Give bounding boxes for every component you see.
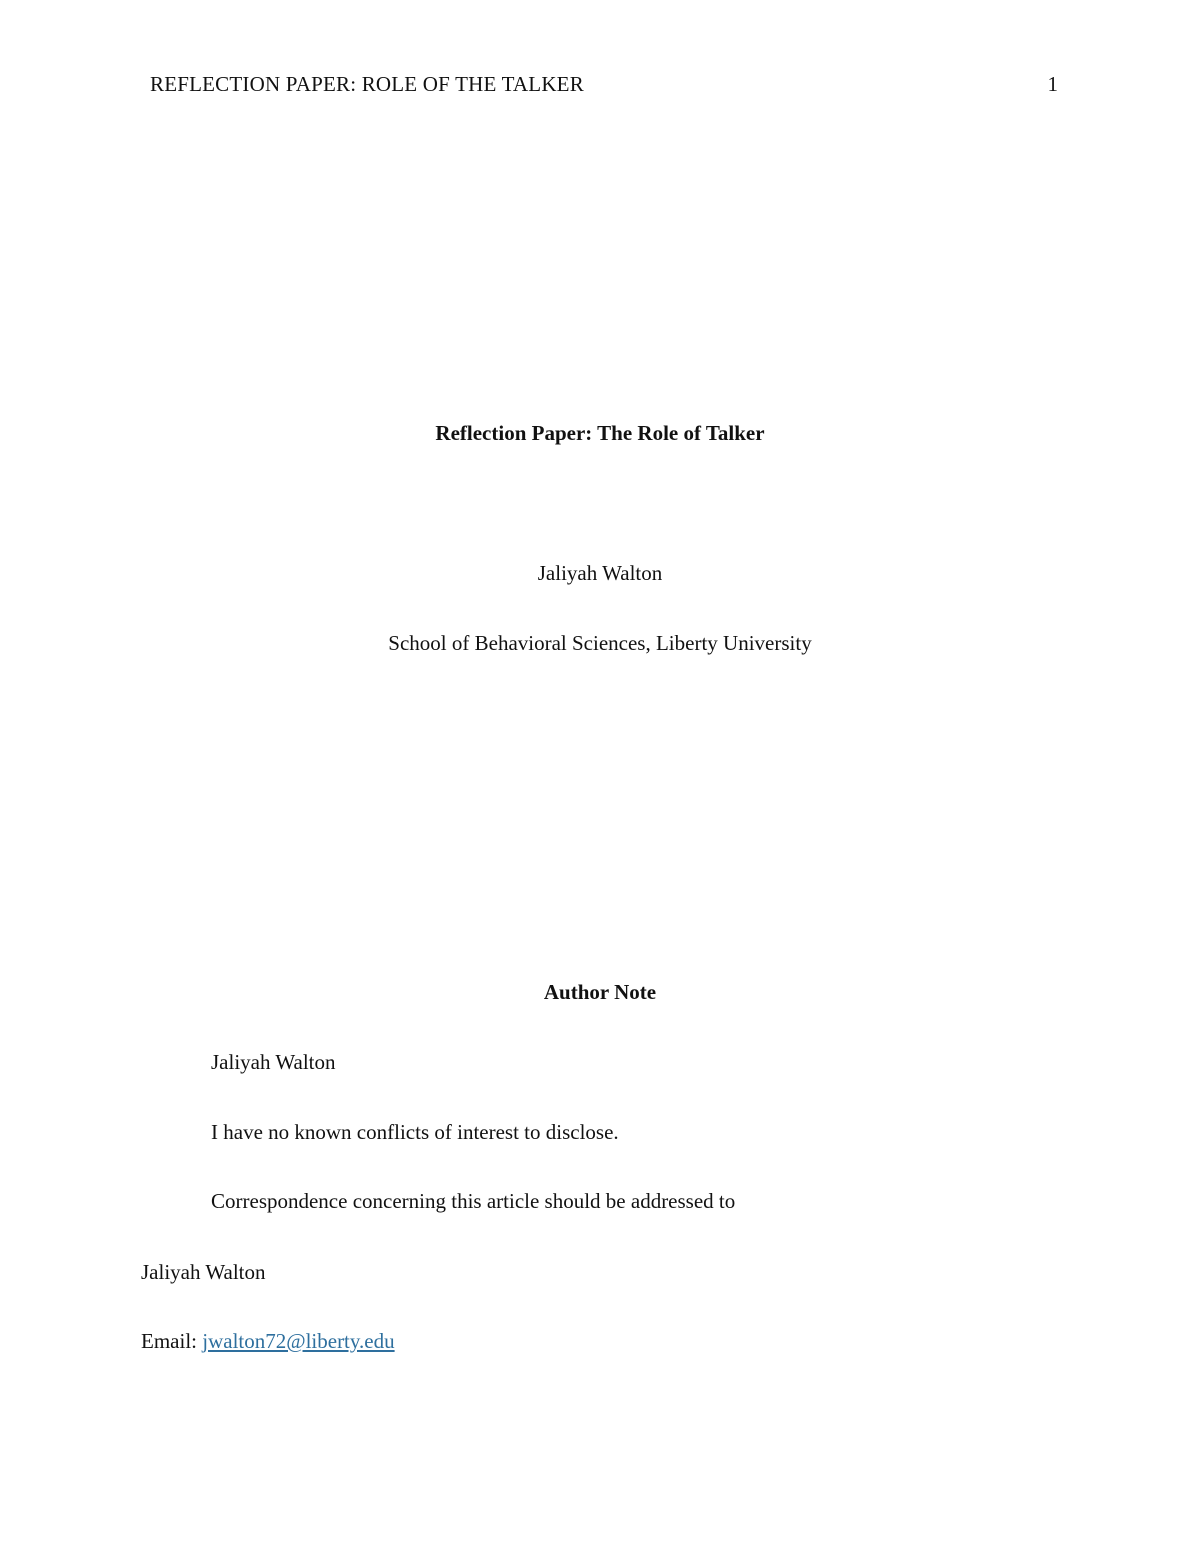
- author-note-heading: Author Note: [543, 980, 657, 1004]
- author-note-name: Jaliyah Walton: [211, 1050, 336, 1074]
- page-number: 1: [1047, 72, 1058, 96]
- email-line: [141, 1329, 395, 1354]
- correspondence-name: Jaliyah Walton: [141, 1260, 266, 1284]
- conflict-statement: I have no known conflicts of interest to disclose.: [211, 1120, 619, 1144]
- email-link[interactable]: jwalton72@liberty.edu: [202, 1329, 395, 1353]
- correspondence-line: Correspondence concerning this article should be addressed to: [211, 1189, 736, 1213]
- running-head: REFLECTION PAPER: ROLE OF THE TALKER: [150, 72, 584, 96]
- paper-title: Reflection Paper: The Role of Talker: [435, 421, 765, 445]
- email-label: Email:: [141, 1329, 197, 1353]
- author-name: Jaliyah Walton: [537, 561, 663, 585]
- affiliation: School of Behavioral Sciences, Liberty University: [388, 631, 812, 655]
